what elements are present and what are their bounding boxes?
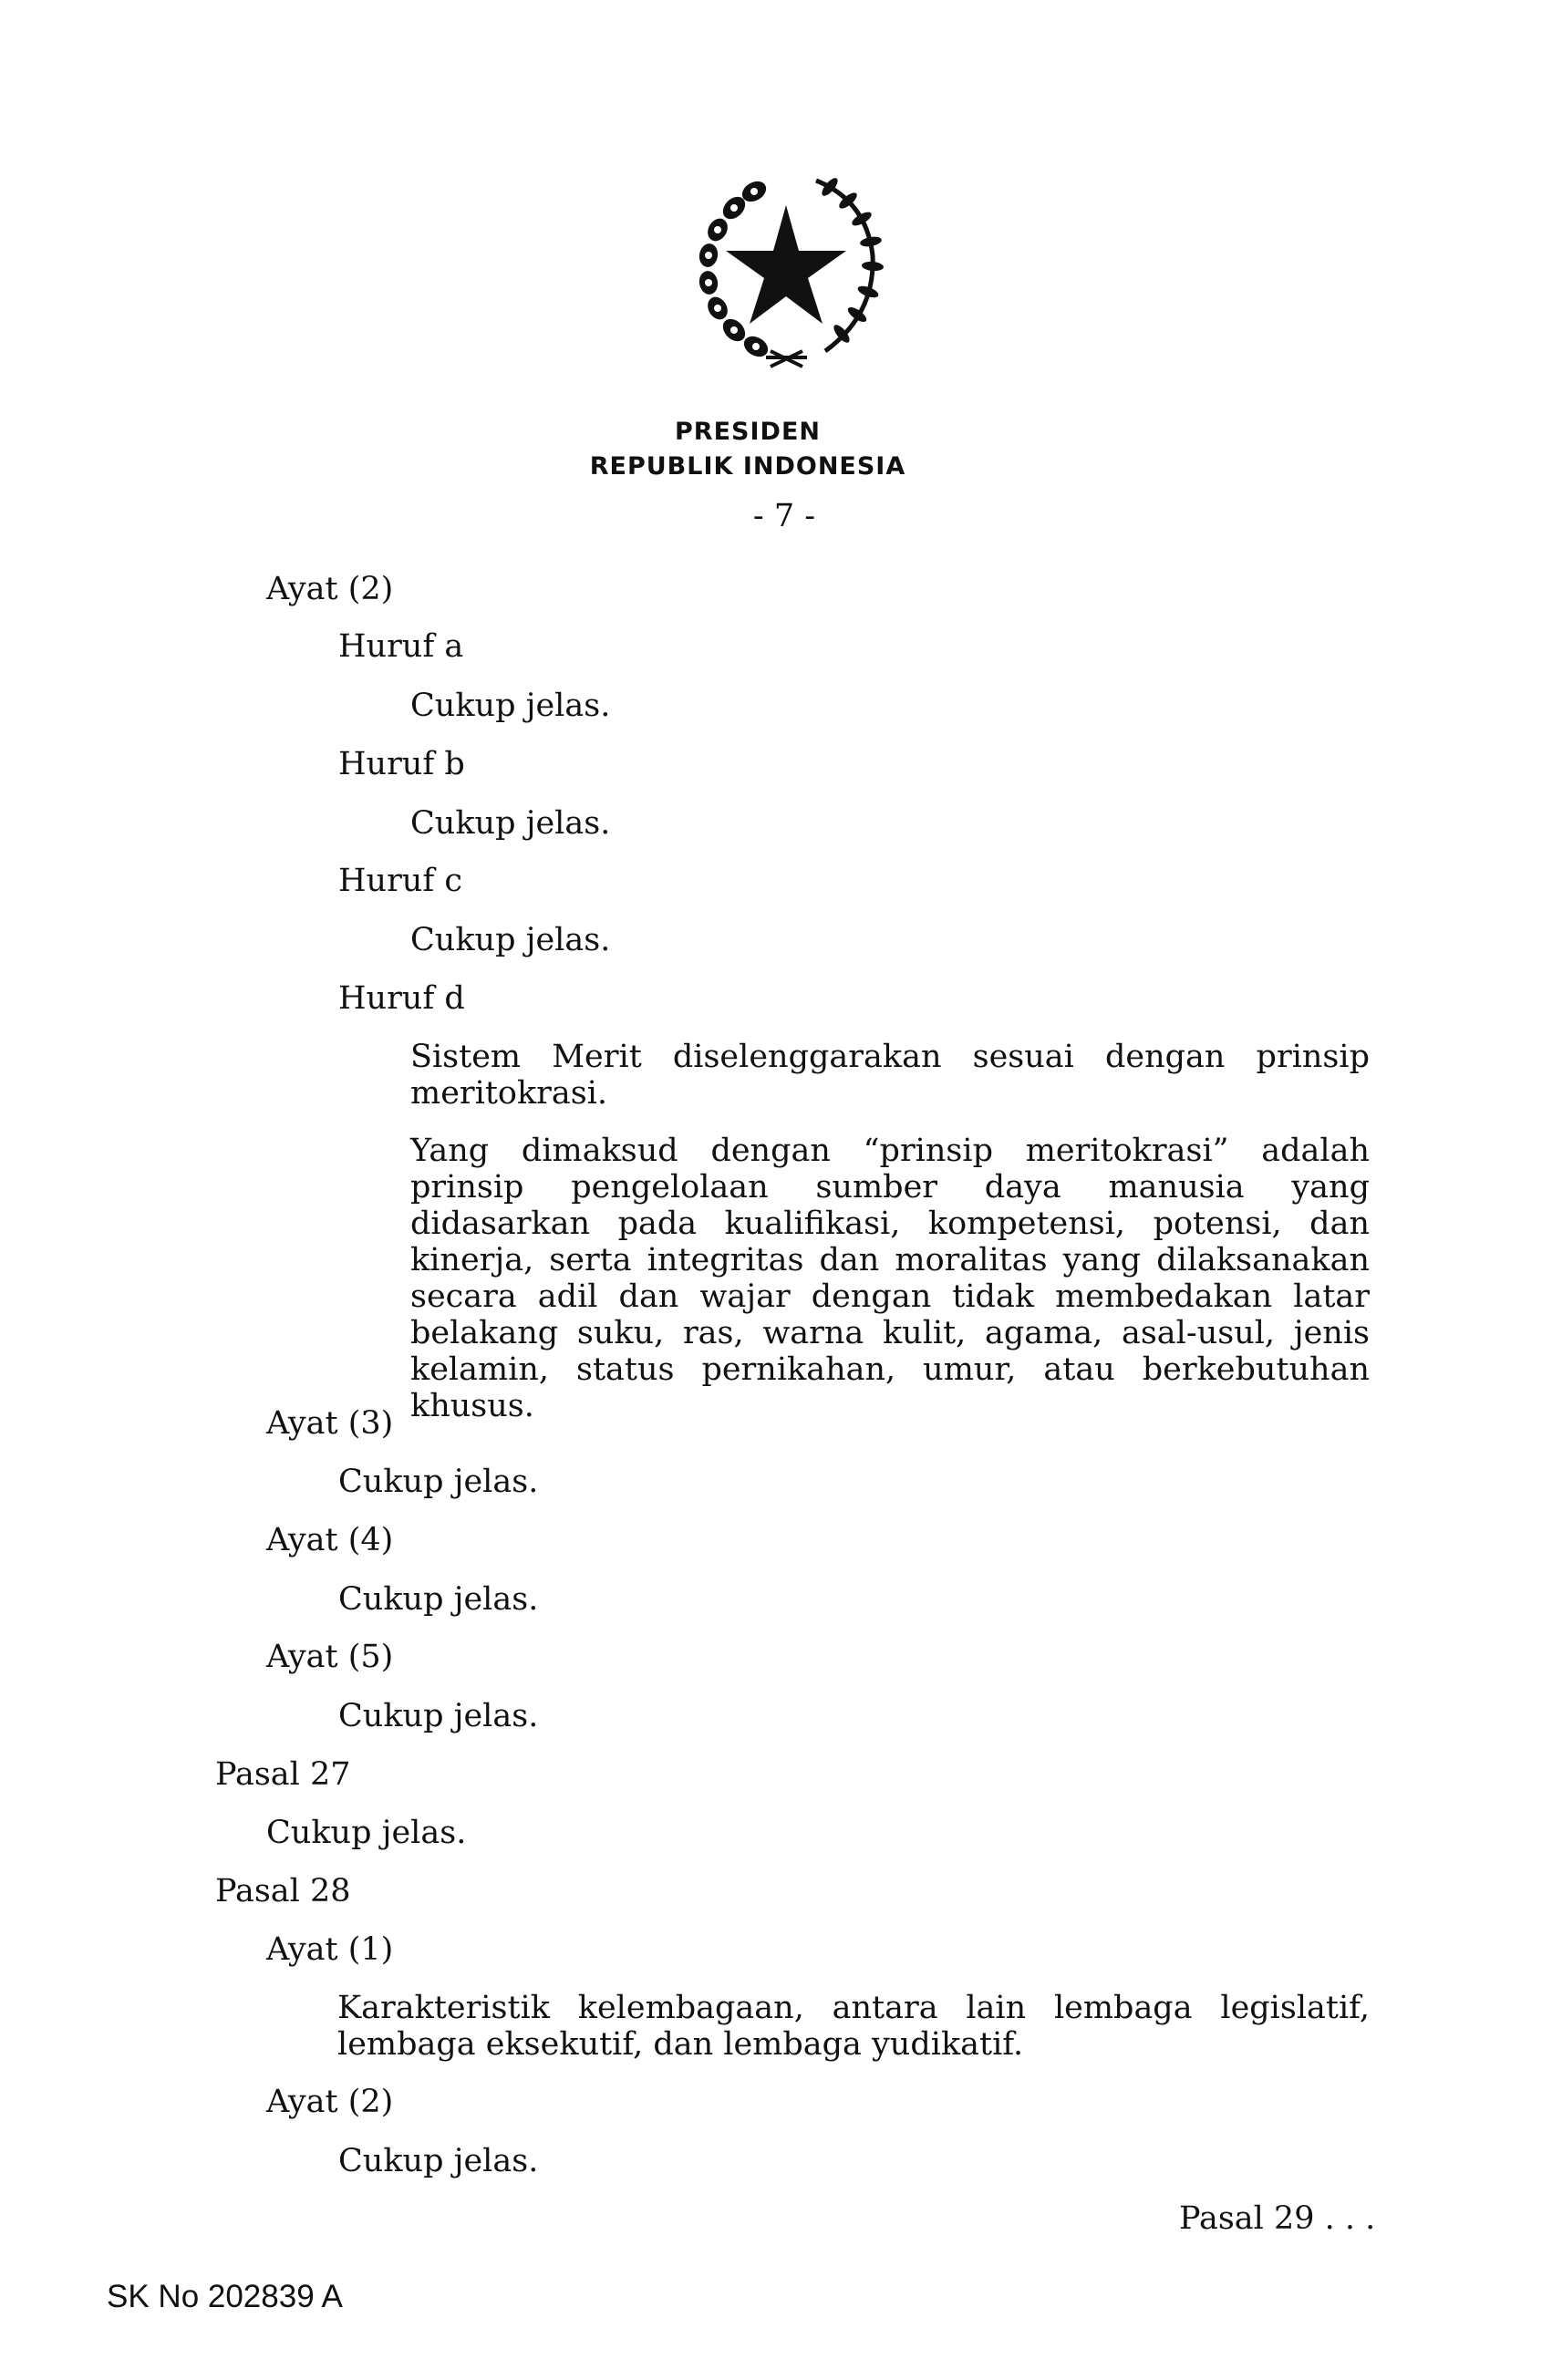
ayat-2-heading: Ayat (2): [266, 571, 394, 607]
huruf-d-paragraph-2: Yang dimaksud dengan “prinsip meritokrasi” adalah prinsip pengelolaan sumber daya manusia yang didasarkan pada kualifikasi, kompetensi, potensi, dan kinerja, serta integritas dan moralitas yang dilaksanakan secara adil dan wajar dengan tidak membedakan latar belakang suku, ras, warna kulit, agama, asal-usul, jenis kelamin, status pernikahan, umur, atau berkebutuhan khusus.: [410, 1133, 1370, 1424]
ayat-4-heading: Ayat (4): [266, 1522, 394, 1558]
ayat-3-text: Cukup jelas.: [338, 1464, 539, 1500]
huruf-a-text: Cukup jelas.: [410, 688, 611, 724]
huruf-d-paragraph-1: Sistem Merit diselenggarakan sesuai dengan prinsip meritokrasi.: [410, 1039, 1370, 1112]
header-presiden: PRESIDEN: [675, 418, 821, 446]
presidential-emblem-icon: [679, 164, 894, 388]
pasal-28-ayat-2-heading: Ayat (2): [266, 2084, 394, 2120]
huruf-b-heading: Huruf b: [338, 746, 465, 782]
sk-number: SK No 202839 A: [107, 2279, 343, 2314]
pasal-28-ayat-1-heading: Ayat (1): [266, 1931, 394, 1968]
page-number: - 7 -: [752, 498, 816, 534]
ayat-4-text: Cukup jelas.: [338, 1581, 539, 1618]
pasal-27-text: Cukup jelas.: [266, 1815, 467, 1851]
huruf-b-text: Cukup jelas.: [410, 805, 611, 842]
ayat-3-heading: Ayat (3): [266, 1405, 394, 1442]
pasal-28-ayat-2-text: Cukup jelas.: [338, 2143, 539, 2179]
ayat-5-text: Cukup jelas.: [338, 1698, 539, 1734]
pasal-28-heading: Pasal 28: [215, 1873, 351, 1909]
pasal-28-ayat-1-text: Karakteristik kelembagaan, antara lain lembaga legislatif, lembaga eksekutif, dan lembaga yudikatif.: [337, 1990, 1370, 2063]
huruf-a-heading: Huruf a: [338, 628, 464, 665]
pasal-27-heading: Pasal 27: [215, 1756, 351, 1793]
header-republik-indonesia: REPUBLIK INDONESIA: [589, 452, 906, 481]
huruf-c-heading: Huruf c: [338, 863, 463, 899]
next-page-catchword: Pasal 29 . . .: [1179, 2200, 1376, 2237]
huruf-c-text: Cukup jelas.: [410, 922, 611, 958]
huruf-d-heading: Huruf d: [338, 980, 465, 1017]
ayat-5-heading: Ayat (5): [266, 1639, 394, 1675]
